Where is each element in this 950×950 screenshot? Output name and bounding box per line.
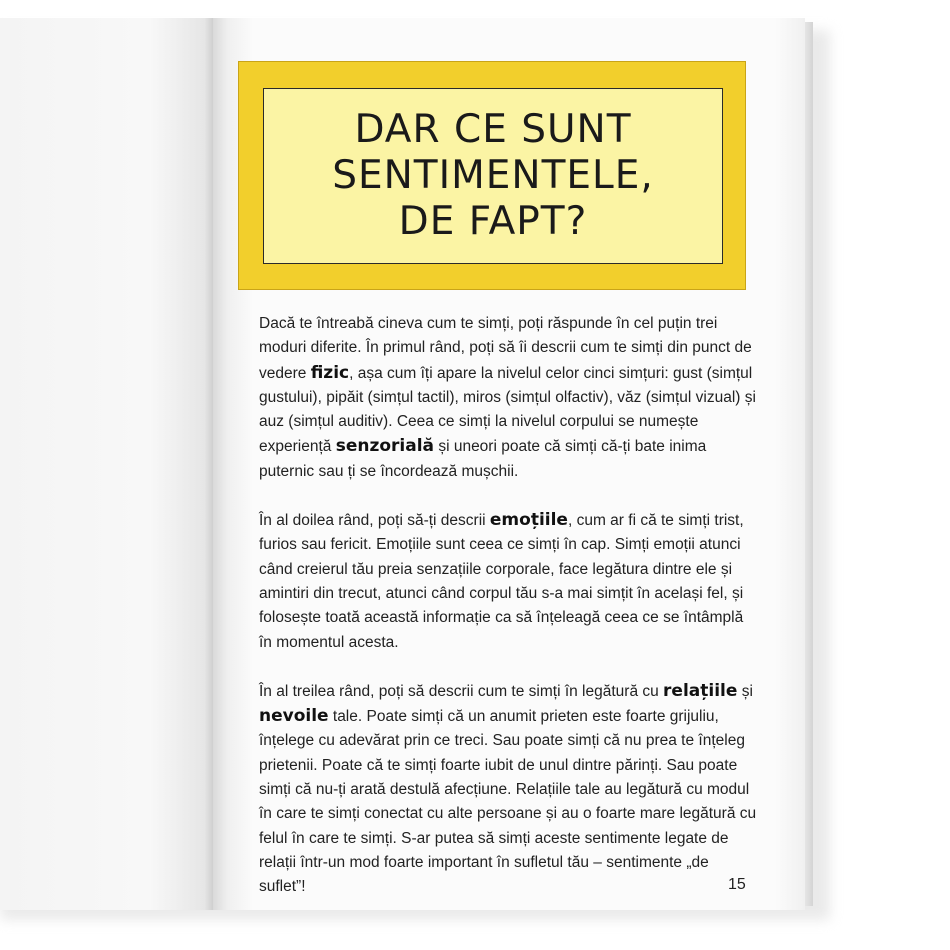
keyword: relațiile [663, 680, 738, 701]
keyword: emoțiile [489, 510, 568, 531]
text-segment: Dacă te întreabă cineva cum te simți, poți răspunde în cel puțin trei moduri diferite. În primul rând, poți să îi descrii cum te simți din punct de vedere [259, 315, 752, 382]
text-segment: În al treilea rând, poți să descrii cum te simți în legătură cu [259, 682, 664, 700]
left-page [0, 18, 213, 910]
paragraph-1 [259, 312, 759, 484]
title-inner-box [263, 88, 723, 264]
text-segment: și uneori poate că simți că-ți bate inima puternic sau ți se încordează mușchii. [259, 438, 707, 480]
text-segment: și [737, 682, 753, 700]
page-number: 15 [728, 876, 746, 893]
page-edge [805, 22, 813, 906]
keyword: senzorială [335, 436, 435, 457]
title-box [238, 61, 746, 290]
keyword: fizic [310, 362, 350, 383]
keyword: nevoile [259, 706, 329, 727]
text-segment: , așa cum îți apare la nivelul celor cinci simțuri: gust (simțul gustului), pipăit (simțul tactil), miros (simțul olfactiv), văz (simțul vizual) și auz (simțul auditiv). Ceea ce simți la nivelul corpului se numește experiență [259, 364, 756, 456]
text-segment: În al doilea rând, poți să-ți descrii [259, 512, 490, 530]
text-segment: , cum ar fi că te simți trist, furios sau fericit. Emoțiile sunt ceea ce simți în cap. Simți emoții atunci când creierul tău preia senzațiile corporale, face legătura dintre ele și amintiri din trecut, atunci când corpul tău s-a mai simțit în același fel, și folosește toată această informație ca să înțeleagă ceea ce se întâmplă în momentul acesta. [259, 512, 744, 651]
text-segment: tale. Poate simți că un anumit prieten este foarte grijuliu, înțelege cu adevărat prin ce treci. Sau poate simți că nu prea te înțeleg prietenii. Poate că te simți foarte iubit de unul dintre părinți. Sau poate simți că nu-ți arată destulă afecțiune. Relațiile tale au legătură cu modul în care te simți conectat cu alte persoane și au o foarte mare legătură cu felul în care te simți. S-ar putea să simți aceste sentimente legate de relații într-un mod foarte important în sufletul tău – sentimente „de suflet”! [259, 708, 757, 896]
paragraph-2 [259, 508, 759, 655]
page-title: DAR CE SUNT SENTIMENTELE, DE FAPT? [332, 107, 654, 244]
paragraph-3 [259, 679, 759, 900]
body-text [259, 312, 759, 924]
